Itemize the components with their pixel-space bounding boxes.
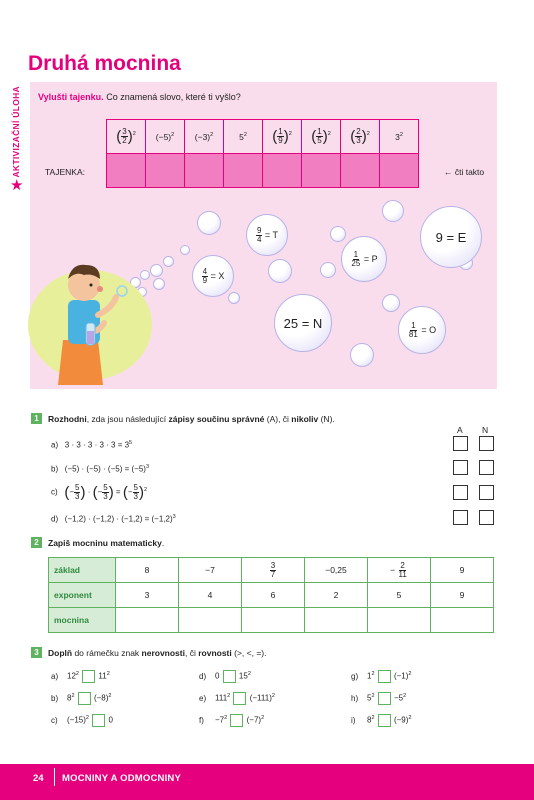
table-cell: 4	[179, 583, 242, 608]
exercise-2-instruction: Zapiš mocninu matematicky.	[48, 538, 165, 548]
exercise-3-number: 3	[31, 647, 42, 658]
bubble-decor	[197, 211, 221, 235]
answer-cell[interactable]	[146, 154, 185, 188]
bubble-decor	[382, 294, 400, 312]
page-title: Druhá mocnina	[28, 52, 181, 75]
exercise-2-number: 2	[31, 537, 42, 548]
answer-cell[interactable]	[179, 608, 242, 633]
cipher-answer-row	[107, 154, 419, 188]
column-n-header: N	[482, 425, 489, 435]
answer-box[interactable]	[223, 670, 236, 683]
answer-cell[interactable]	[263, 154, 302, 188]
answer-cell[interactable]	[242, 608, 305, 633]
answer-box[interactable]	[378, 692, 391, 705]
exercise-1-instruction: Rozhodni, zda jsou následující zápisy součinu správné (A), či nikoliv (N).	[48, 414, 335, 424]
cipher-cell: $3^2$	[380, 120, 419, 154]
cipher-cell: $5^2$	[224, 120, 263, 154]
answer-box[interactable]	[230, 714, 243, 727]
cipher-header-row	[107, 120, 419, 154]
bubble-o: $\frac{1}{81}$ = O	[398, 306, 446, 354]
answer-cell[interactable]	[305, 608, 368, 633]
answer-box[interactable]	[378, 670, 391, 683]
answer-cell[interactable]	[185, 154, 224, 188]
cipher-cell: ( $\frac{1}{5}$ )$^2$	[302, 120, 341, 154]
exercise-1-item-d: d) $(-1,2) \cdot (-1,2) \cdot (-1,2) = (-1,2)^3$	[51, 514, 176, 524]
table-cell: −7	[179, 558, 242, 583]
tajenka-label: TAJENKA:	[45, 167, 85, 177]
bubble-decor	[350, 343, 374, 367]
boy-blowing-bubbles-illustration	[28, 245, 158, 385]
answer-cell[interactable]	[302, 154, 341, 188]
comparison-item-g: g) $1^2$ $(-1)^2$	[351, 670, 411, 683]
checkbox-n-item-c[interactable]	[479, 485, 494, 500]
page-number: 24	[33, 773, 44, 784]
table-row	[49, 608, 494, 633]
exercise-1-item-b: b) $(-5) \cdot (-5) \cdot (-5) = (-5)^3$	[51, 464, 149, 474]
comparison-item-f: $f) -7^2$ $(-7)^2$	[199, 714, 264, 727]
table-cell: 9	[431, 583, 494, 608]
checkbox-n-item-a[interactable]	[479, 436, 494, 451]
exercise-1-item-c: c) (− $\frac{5}{3}$ ) · (− $\frac{5}{3}$ ) = (− $\frac{5}{3}$ )$^2$	[51, 483, 148, 501]
table-cell: 8	[116, 558, 179, 583]
comparison-item-c: c) $(-15)^2$ 0	[51, 714, 113, 727]
cipher-cell: $(-3)^2$	[185, 120, 224, 154]
cipher-table	[106, 119, 419, 188]
read-hint: ← čti takto	[444, 167, 485, 177]
cipher-cell: ( $\frac{1}{9}$ )$^2$	[263, 120, 302, 154]
cipher-cell: $(-5)^2$	[146, 120, 185, 154]
bubble-decor	[382, 200, 404, 222]
answer-box[interactable]	[378, 714, 391, 727]
bubble-decor	[330, 226, 346, 242]
comparison-item-b: b) $8^2$ $(-8)^2$	[51, 692, 111, 705]
checkbox-n-item-d[interactable]	[479, 510, 494, 525]
table-row	[49, 558, 494, 583]
comparison-item-e: e) $111^2$ $(-111)^2$	[199, 692, 275, 705]
table-cell: 2	[305, 583, 368, 608]
sidebar-label: AKTIVIZAČNÍ ÚLOHA	[11, 86, 21, 178]
answer-cell[interactable]	[431, 608, 494, 633]
exercise-1-number: 1	[31, 413, 42, 424]
comparison-item-h: h) $5^2 -5^2$	[351, 692, 406, 705]
answer-box[interactable]	[82, 670, 95, 683]
chapter-title: MOCNINY A ODMOCNINY	[62, 773, 182, 784]
checkbox-a-item-b[interactable]	[453, 460, 468, 475]
row-header-power: mocnina	[49, 608, 116, 633]
star-icon: ★	[10, 177, 24, 194]
bubble-decor	[320, 262, 336, 278]
checkbox-n-item-b[interactable]	[479, 460, 494, 475]
answer-box[interactable]	[92, 714, 105, 727]
table-cell: 9	[431, 558, 494, 583]
checkbox-a-item-d[interactable]	[453, 510, 468, 525]
bubble-decor	[180, 245, 190, 255]
answer-cell[interactable]	[107, 154, 146, 188]
table-cell: −0,25	[305, 558, 368, 583]
bubble-e: 9 = E	[420, 206, 482, 268]
comparison-item-a: a) $12^2$ $11^2$	[51, 670, 110, 683]
bubble-t: $\frac{9}{4}$ = T	[246, 214, 288, 256]
footer-divider	[54, 768, 55, 786]
table-cell: 5	[368, 583, 431, 608]
checkbox-a-item-a[interactable]	[453, 436, 468, 451]
table-cell: 6	[242, 583, 305, 608]
activity-instruction: Vylušti tajenku. Co znamená slovo, které ti vyšlo?	[38, 92, 241, 102]
bubble-decor	[163, 256, 174, 267]
bubble-decor	[228, 292, 240, 304]
comparison-item-i: i) $8^2$ $(-9)^2$	[351, 714, 411, 727]
table-cell: 3	[116, 583, 179, 608]
bubble-n: 25 = N	[274, 294, 332, 352]
exercise-3-instruction: Doplň do rámečku znak nerovnosti, či rovnosti (>, <, =).	[48, 648, 267, 658]
answer-cell[interactable]	[116, 608, 179, 633]
bubble-p: $\frac{1}{25}$ = P	[341, 236, 387, 282]
answer-cell[interactable]	[224, 154, 263, 188]
column-a-header: A	[457, 425, 463, 435]
table-cell: − $\frac{2}{11}$	[368, 558, 431, 583]
answer-box[interactable]	[233, 692, 246, 705]
row-header-base: základ	[49, 558, 116, 583]
answer-box[interactable]	[78, 692, 91, 705]
table-cell: $\frac{3}{7}$	[242, 558, 305, 583]
answer-cell[interactable]	[341, 154, 380, 188]
checkbox-a-item-c[interactable]	[453, 485, 468, 500]
exercise-1-item-a: a) $3 \cdot 3 \cdot 3 \cdot 3 \cdot 3 = 3^5$	[51, 440, 133, 450]
bubble-decor	[268, 259, 292, 283]
bubble-x: $\frac{4}{9}$ = X	[192, 255, 234, 297]
power-table	[48, 557, 494, 633]
answer-cell[interactable]	[380, 154, 419, 188]
cipher-cell: ( $\frac{2}{3}$ )$^2$	[341, 120, 380, 154]
row-header-exponent: exponent	[49, 583, 116, 608]
cipher-cell: ( $\frac{3}{2}$ )$^2$	[107, 120, 146, 154]
table-row	[49, 583, 494, 608]
comparison-item-d: d) 0 $15^2$	[199, 670, 251, 683]
answer-cell[interactable]	[368, 608, 431, 633]
